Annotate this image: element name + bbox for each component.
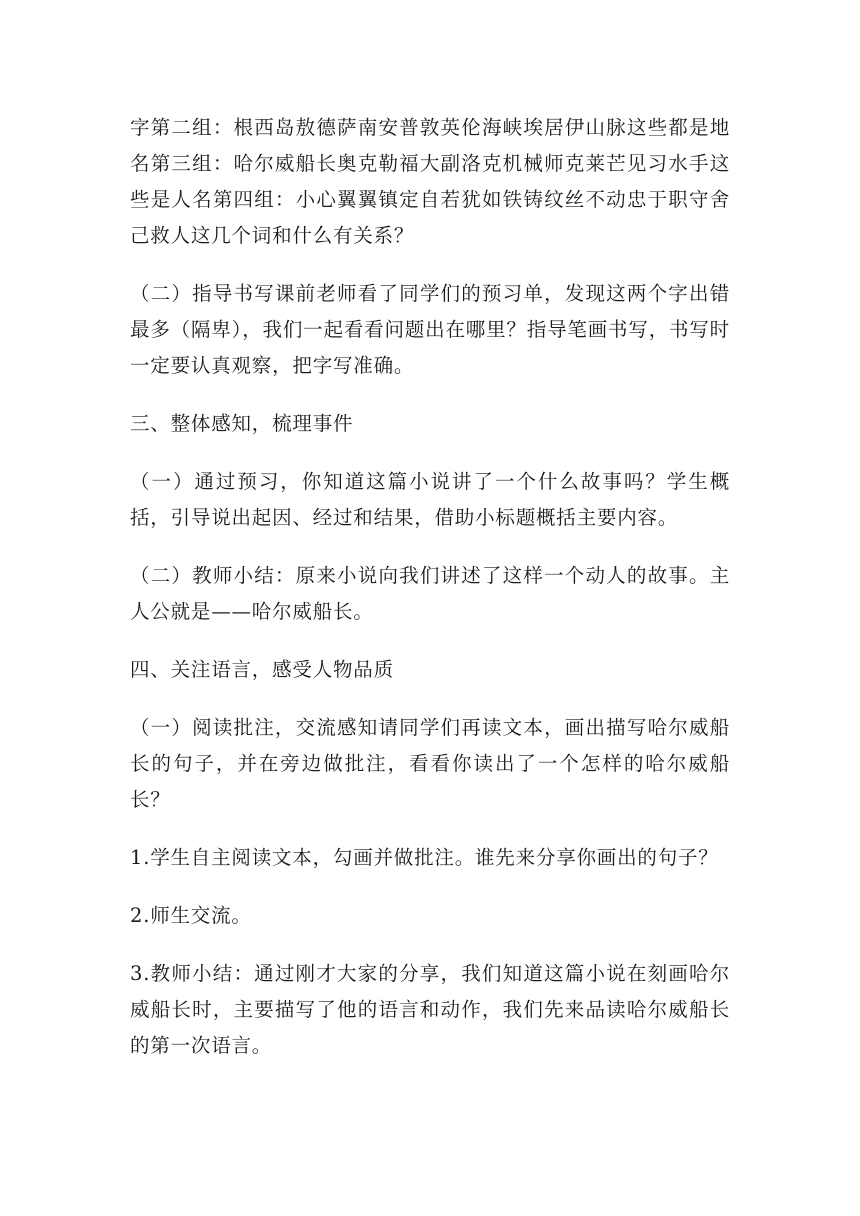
list-item-3: 3.教师小结：通过刚才大家的分享，我们知道这篇小说在刻画哈尔威船长时，主要描写了他的语言和动作，我们先来品读哈尔威船长的第一次语言。 bbox=[130, 962, 730, 1057]
paragraph-story-summary: （一）通过预习，你知道这篇小说讲了一个什么故事吗？学生概括，引导说出起因、经过和结果，借助小标题概括主要内容。 bbox=[130, 470, 730, 529]
paragraph-reading-annotation: （一）阅读批注，交流感知请同学们再读文本，画出描写哈尔威船长的句子，并在旁边做批注，看看你读出了一个怎样的哈尔威船长？ bbox=[130, 716, 730, 811]
list-item-2: 2.师生交流。 bbox=[130, 904, 252, 927]
section-heading-overall-perception: 三、整体感知，梳理事件 bbox=[130, 412, 354, 435]
paragraph-teacher-summary: （二）教师小结：原来小说向我们讲述了这样一个动人的故事。主人公就是——哈尔威船长。 bbox=[130, 564, 730, 623]
section-heading-language-focus: 四、关注语言，感受人物品质 bbox=[130, 658, 394, 681]
list-item-1: 1.学生自主阅读文本，勾画并做批注。谁先来分享你画出的句子？ bbox=[130, 846, 719, 869]
document-page bbox=[130, 110, 730, 1086]
paragraph-writing-guidance: （二）指导书写课前老师看了同学们的预习单，发现这两个字出错最多（隔卑），我们一起看看问题出在哪里？指导笔画书写，书写时一定要认真观察，把字写准确。 bbox=[130, 282, 730, 377]
paragraph-word-groups: 字第二组：根西岛敖德萨南安普敦英伦海峡埃居伊山脉这些都是地名第三组：哈尔威船长奥克勒福大副洛克机械师克莱芒见习水手这些是人名第四组：小心翼翼镇定自若犹如铁铸纹丝不动忠于职守舍己救人这几个词和什么有关系？ bbox=[130, 116, 730, 247]
